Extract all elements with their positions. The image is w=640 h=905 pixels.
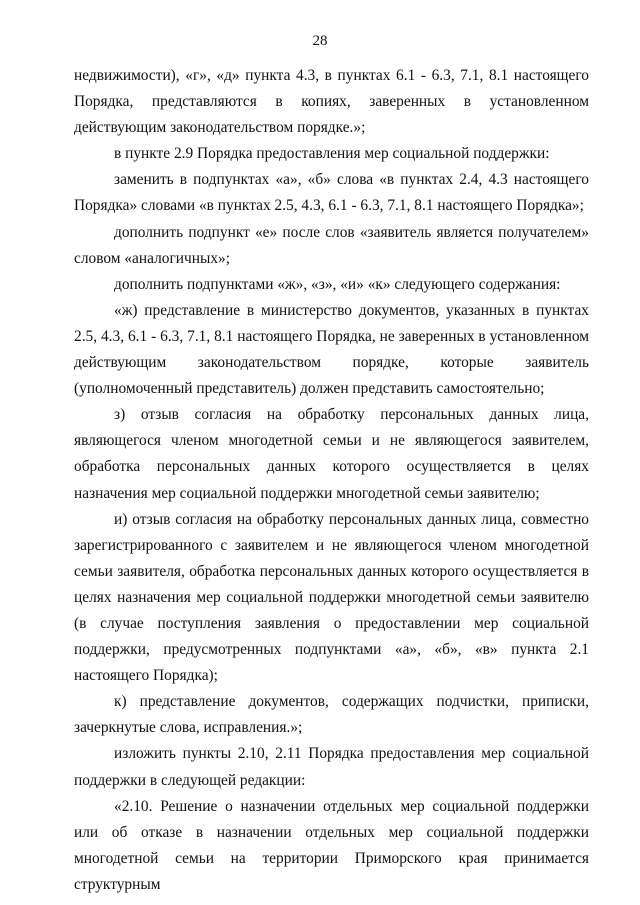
paragraph-4: дополнить подпунктами «ж», «з», «и» «к» следующего содержания:: [114, 275, 561, 293]
paragraph-1: в пункте 2.9 Порядка предоставления мер социальной поддержки:: [114, 145, 550, 163]
paragraph-5: «ж) представление в министерство документов, указанных в пунктах 2.5, 4.3, 6.1 - 6.3, 7.1, 8.1 настоящего Порядка, не заверенных в установленном действующим законодательством порядке, которые заявитель (уполномоченный представитель) должен представить самостоятельно;: [74, 301, 589, 398]
paragraph-9: изложить пункты 2.10, 2.11 Порядка предоставления мер социальной поддержки в следующей редакции:: [74, 745, 589, 789]
paragraph-8: к) представление документов, содержащих подчистки, приписки, зачеркнутые слова, исправления.»;: [74, 693, 589, 737]
page-number: 28: [312, 33, 328, 49]
paragraph-7: и) отзыв согласия на обработку персональных данных лица, совместно зарегистрированного с заявителем и не являющегося членом многодетной семьи заявителя, обработка персональных данных которого осуществляется в целях назначения мер социальной поддержки многодетной семьи заявителю (в случае поступления заявления о предоставлении мер социальной поддержки, предусмотренных подпунктами «а», «б», «в» пункта 2.1 настоящего Порядка);: [74, 510, 589, 685]
paragraph-2: заменить в подпунктах «а», «б» слова «в пунктах 2.4, 4.3 настоящего Порядка» словами «в пунктах 2.5, 4.3, 6.1 - 6.3, 7.1, 8.1 настоящего Порядка»;: [74, 171, 589, 215]
paragraph-3: дополнить подпункт «е» после слов «заявитель является получателем» словом «аналогичных»;: [74, 223, 589, 267]
paragraph-0: недвижимости), «г», «д» пункта 4.3, в пунктах 6.1 - 6.3, 7.1, 8.1 настоящего Порядка, представляются в копиях, заверенных в установленном действующим законодательством порядке.»;: [74, 67, 589, 137]
paragraph-10: «2.10. Решение о назначении отдельных мер социальной поддержки или об отказе в назначении отдельных мер социальной поддержки многодетной семьи на территории Приморского края принимается структурным: [74, 797, 589, 893]
paragraph-6: з) отзыв согласия на обработку персональных данных лица, являющегося членом многодетной семьи и не являющегося заявителем, обработка персональных данных которого осуществляется в целях назначения мер социальной поддержки многодетной семьи заявителю;: [74, 406, 589, 502]
document-body: [74, 63, 589, 898]
